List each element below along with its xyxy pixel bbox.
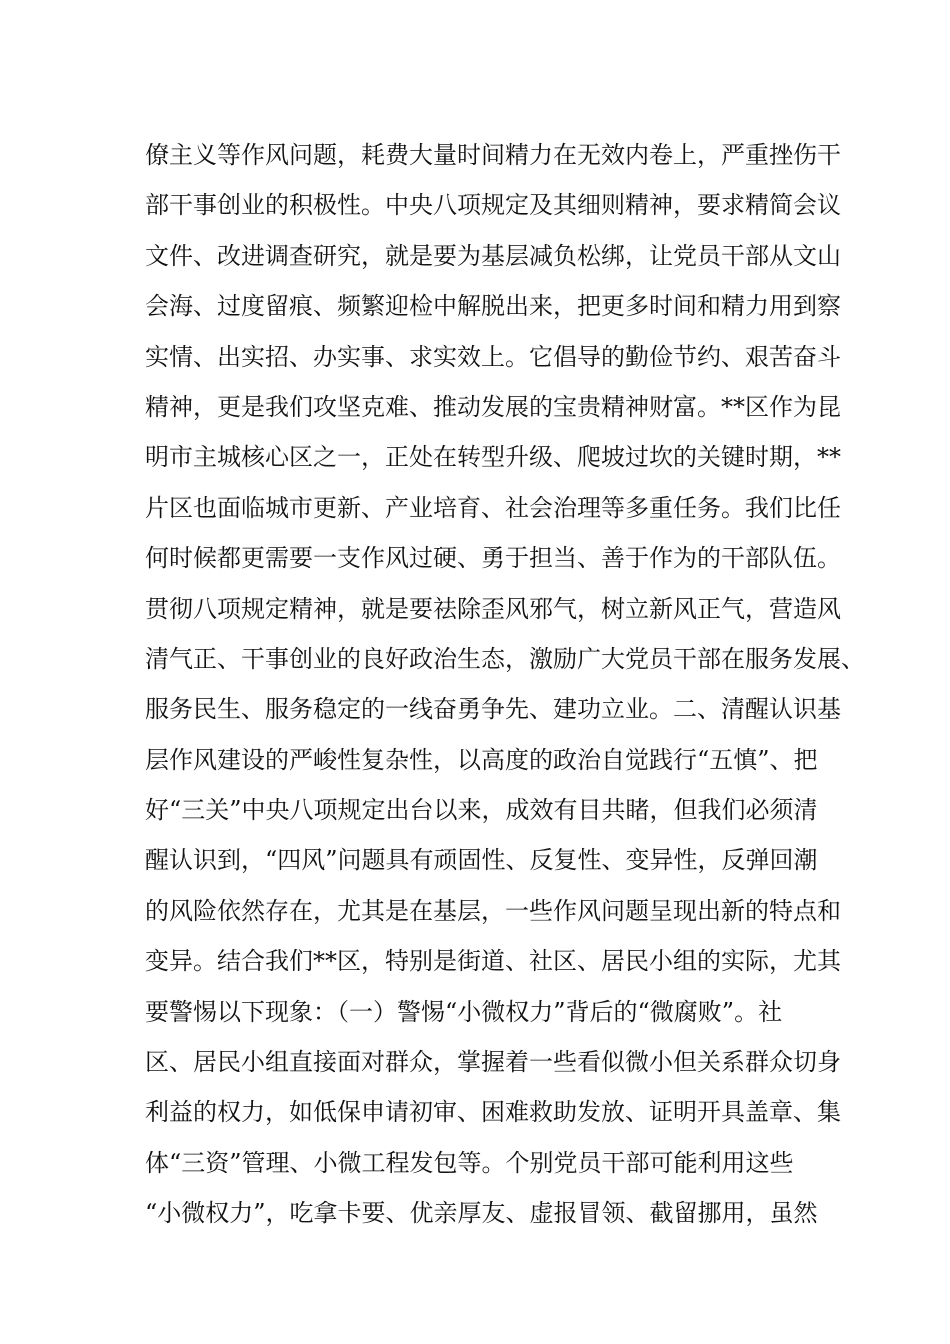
text-line: 利益的权力，如低保申请初审、困难救助发放、证明开具盖章、集 xyxy=(145,1098,841,1127)
text-line: 服务民生、服务稳定的一线奋勇争先、建功立业。二、清醒认识基 xyxy=(145,695,841,724)
text-line: 体“三资”管理、小微工程发包等。个别党员干部可能利用这些 xyxy=(145,1148,794,1177)
text-line: 醒认识到，“四风”问题具有顽固性、反复性、变异性，反弹回潮 xyxy=(145,846,818,875)
text-line: 何时候都更需要一支作风过硬、勇于担当、善于作为的干部队伍。 xyxy=(145,544,841,573)
text-line: 明市主城核心区之一，正处在转型升级、爬坡过坎的关键时期，** xyxy=(145,443,841,472)
text-line: 贯彻八项规定精神，就是要祛除歪风邪气，树立新风正气，营造风 xyxy=(145,594,841,623)
text-line: 僚主义等作风问题，耗费大量时间精力在无效内卷上，严重挫伤干 xyxy=(145,141,841,169)
text-line: “小微权力”，吃拿卡要、优亲厚友、虚报冒领、截留挪用，虽然 xyxy=(145,1199,818,1228)
text-line: 会海、过度留痕、频繁迎检中解脱出来，把更多时间和精力用到察 xyxy=(145,292,841,321)
text-line: 区、居民小组直接面对群众，掌握着一些看似微小但关系群众切身 xyxy=(145,1048,841,1077)
text-line: 实情、出实招、办实事、求实效上。它倡导的勤俭节约、艰苦奋斗 xyxy=(145,342,841,371)
text-line: 清气正、干事创业的良好政治生态，激励广大党员干部在服务发展、 xyxy=(145,644,865,673)
text-line: 片区也面临城市更新、产业培育、社会治理等多重任务。我们比任 xyxy=(145,493,841,522)
text-line: 好“三关”中央八项规定出台以来，成效有目共睹，但我们必须清 xyxy=(145,796,818,825)
text-line: 层作风建设的严峻性复杂性，以高度的政治自觉践行“五慎”、把 xyxy=(145,745,818,774)
text-line: 变异。结合我们**区，特别是街道、社区、居民小组的实际，尤其 xyxy=(145,947,841,976)
text-line: 要警惕以下现象：（一）警惕“小微权力”背后的“微腐败”。社 xyxy=(145,997,783,1026)
text-line: 文件、改进调查研究，就是要为基层减负松绑，让党员干部从文山 xyxy=(145,241,841,270)
text-line: 精神，更是我们攻坚克难、推动发展的宝贵精神财富。**区作为昆 xyxy=(145,392,841,421)
body-text xyxy=(145,130,865,1239)
text-line: 部干事创业的积极性。中央八项规定及其细则精神，要求精简会议 xyxy=(145,191,841,220)
text-line: 的风险依然存在，尤其是在基层，一些作风问题呈现出新的特点和 xyxy=(145,896,841,925)
